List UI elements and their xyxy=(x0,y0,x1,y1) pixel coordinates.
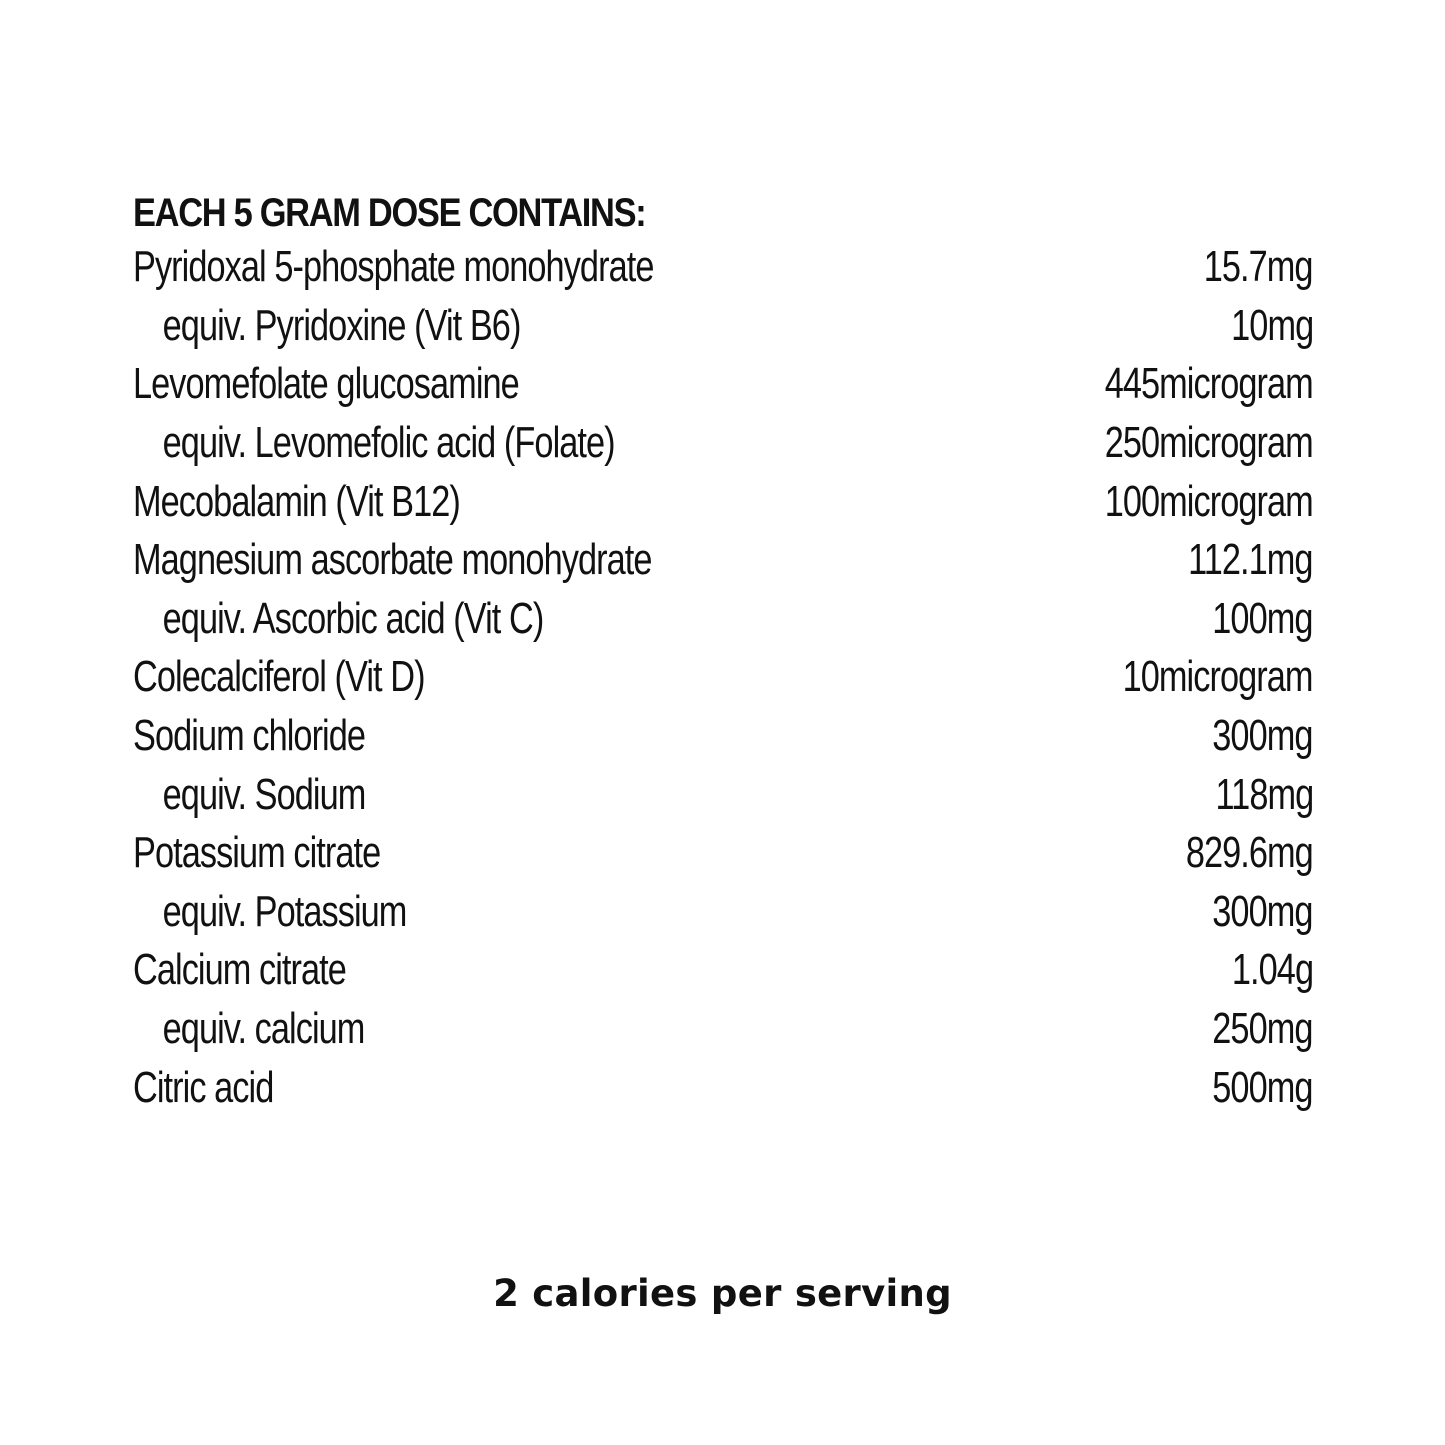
ingredient-row xyxy=(133,472,1313,531)
ingredient-name: Citric acid xyxy=(133,1062,274,1112)
ingredient-amount: 829.6mg xyxy=(1185,828,1313,878)
ingredient-name: Pyridoxal 5-phosphate monohydrate xyxy=(133,242,654,292)
ingredient-name: equiv. Levomefolic acid (Folate) xyxy=(162,418,615,468)
ingredient-amount: 118mg xyxy=(1215,769,1313,819)
ingredient-row xyxy=(133,238,1313,297)
ingredient-sub-row xyxy=(133,297,1313,356)
calories-note: 2 calories per serving xyxy=(493,1272,952,1315)
ingredients-list xyxy=(133,238,1313,1117)
ingredient-sub-row xyxy=(133,590,1313,649)
ingredient-row xyxy=(133,1058,1313,1117)
ingredient-sub-row xyxy=(133,414,1313,473)
ingredient-amount: 250microgram xyxy=(1104,418,1313,468)
ingredient-row xyxy=(133,531,1313,590)
ingredient-sub-row xyxy=(133,765,1313,824)
ingredient-sub-row xyxy=(133,1000,1313,1059)
ingredient-amount: 300mg xyxy=(1212,711,1313,761)
ingredient-name: Potassium citrate xyxy=(133,828,381,878)
ingredient-amount: 250mg xyxy=(1212,1004,1313,1054)
ingredient-amount: 1.04g xyxy=(1231,945,1313,995)
ingredient-amount: 300mg xyxy=(1212,886,1313,936)
ingredient-row xyxy=(133,707,1313,766)
ingredient-name: equiv. Potassium xyxy=(162,886,407,936)
ingredient-amount: 100microgram xyxy=(1104,476,1313,526)
ingredient-amount: 100mg xyxy=(1212,593,1313,643)
ingredient-name: equiv. calcium xyxy=(162,1004,365,1054)
ingredient-name: Mecobalamin (Vit B12) xyxy=(133,476,460,526)
ingredient-amount: 445microgram xyxy=(1104,359,1313,409)
ingredients-heading: EACH 5 GRAM DOSE CONTAINS: xyxy=(133,191,646,235)
ingredient-name: equiv. Ascorbic acid (Vit C) xyxy=(162,593,544,643)
ingredient-row xyxy=(133,648,1313,707)
ingredient-amount: 112.1mg xyxy=(1188,535,1313,585)
ingredient-name: Calcium citrate xyxy=(133,945,346,995)
ingredient-amount: 15.7mg xyxy=(1204,242,1313,292)
ingredient-name: Magnesium ascorbate monohydrate xyxy=(133,535,652,585)
ingredient-name: equiv. Sodium xyxy=(162,769,366,819)
ingredient-name: Colecalciferol (Vit D) xyxy=(133,652,425,702)
ingredient-row xyxy=(133,355,1313,414)
ingredient-name: Levomefolate glucosamine xyxy=(133,359,519,409)
ingredient-amount: 10microgram xyxy=(1123,652,1313,702)
ingredient-name: equiv. Pyridoxine (Vit B6) xyxy=(162,300,521,350)
ingredient-amount: 10mg xyxy=(1230,300,1313,350)
ingredient-amount: 500mg xyxy=(1212,1062,1313,1112)
ingredient-row xyxy=(133,941,1313,1000)
ingredient-name: Sodium chloride xyxy=(133,711,366,761)
ingredient-row xyxy=(133,824,1313,883)
ingredient-sub-row xyxy=(133,883,1313,942)
ingredients-panel xyxy=(133,188,1313,1117)
